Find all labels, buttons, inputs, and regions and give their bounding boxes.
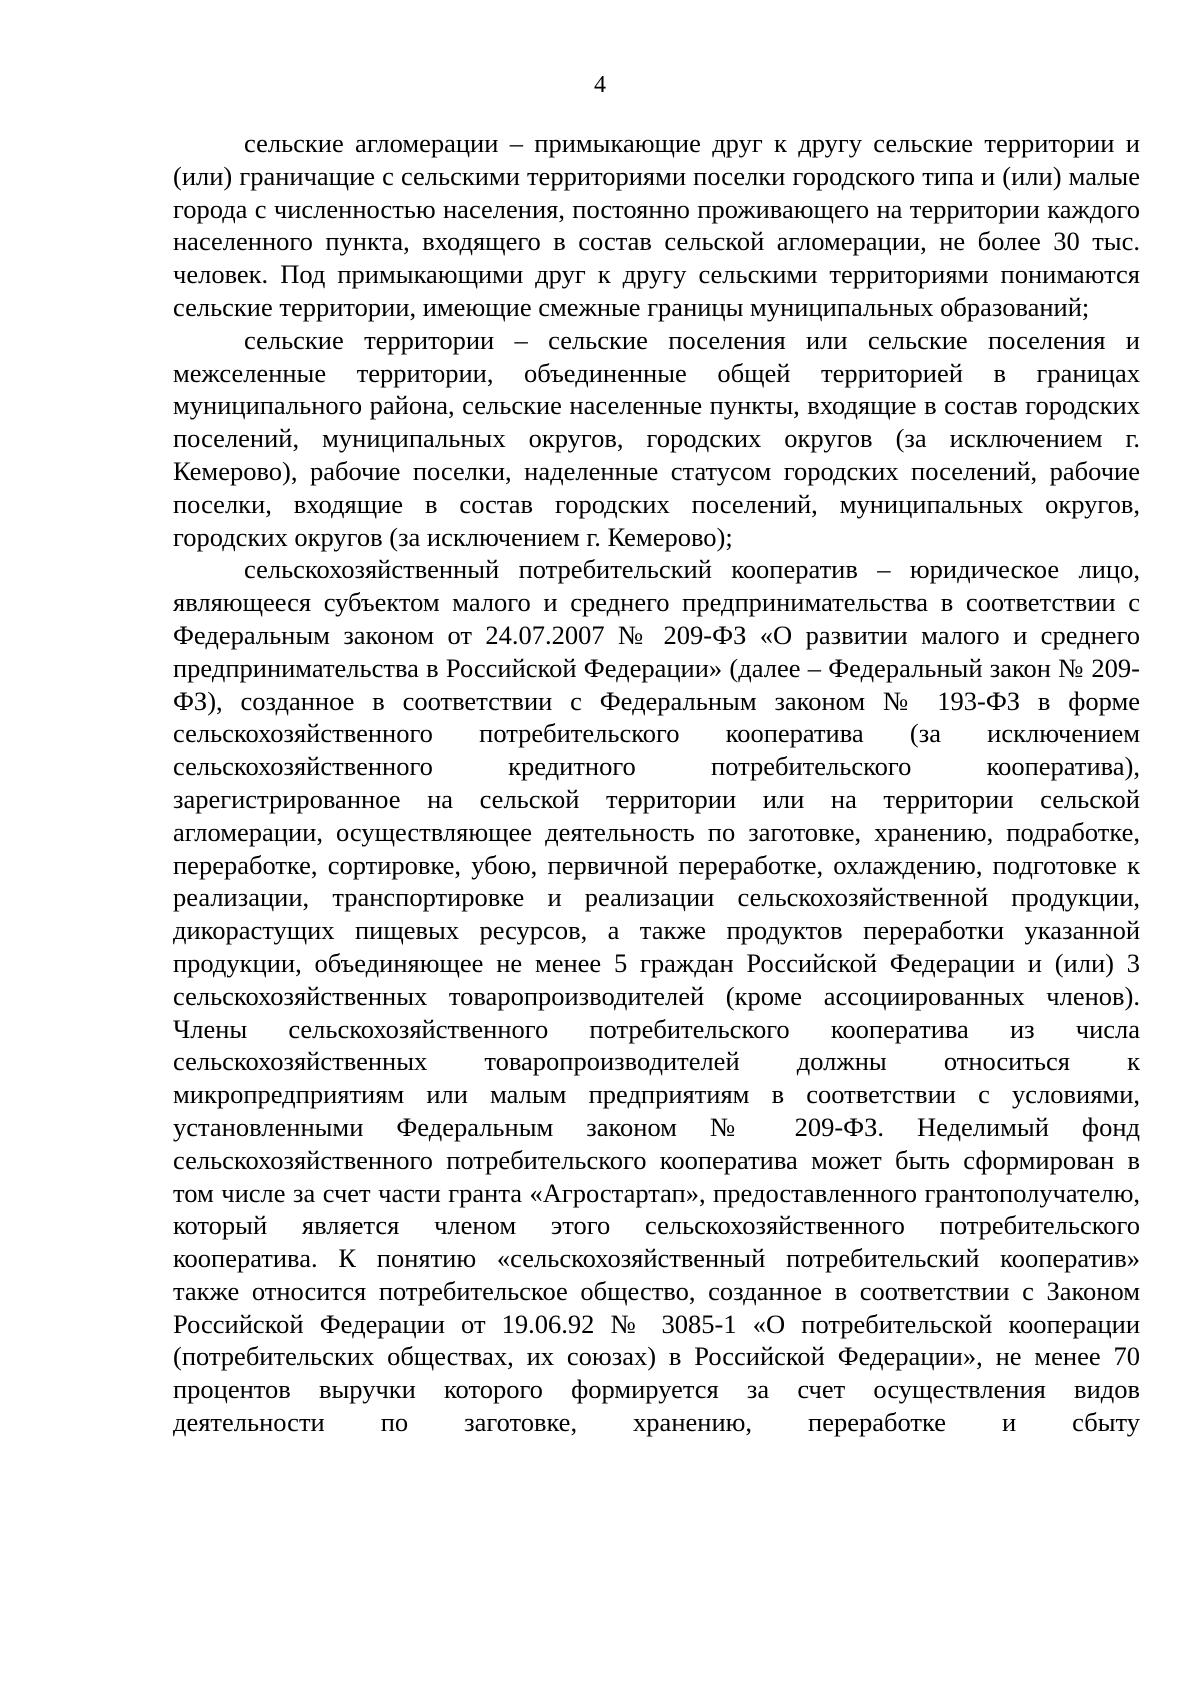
paragraph-rural-territories: сельские территории – сельские поселения или сельские поселения и межселенные территории, объединенные общей территорией в границах муниципального района, сельские населенные пункты, входящие в состав городских поселений, муниципальных округов, городских округов (за исключением г. Кемерово), рабочие поселки, наделенные статусом городских поселений, рабочие поселки, входящие в состав городских поселений, муниципальных округов, городских округов (за исключением г. Кемерово); — [173, 324, 1140, 552]
paragraph-agricultural-cooperative: сельскохозяйственный потребительский кооператив – юридическое лицо, являющееся субъектом малого и среднего предпринимательства в соответствии с Федеральным законом от 24.07.2007 № 209-ФЗ «О развитии малого и среднего предпринимательства в Российской Федерации» (далее – Федеральный закон № 209-ФЗ), созданное в соответствии с Федеральным законом № 193-ФЗ в форме сельскохозяйственного потребительского кооператива (за исключением сельскохозяйственного кредитного потребительского кооператива), зарегистрированное на сельской территории или на территории сельской агломерации, осуществляющее деятельность по заготовке, хранению, подработке, переработке, сортировке, убою, первичной переработке, охлаждению, подготовке к реализации, транспортировке и реализации сельскохозяйственной продукции, дикорастущих пищевых ресурсов, а также продуктов переработки указанной продукции, объединяющее не менее 5 граждан Российской Федерации и (или) 3 сельскохозяйственных товаропроизводителей (кроме ассоциированных членов). Члены сельскохозяйственного потребительского кооператива из числа сельскохозяйственных товаропроизводителей должны относиться к микропредприятиям или малым предприятиям в соответствии с условиями, установленными Федеральным законом № 209-ФЗ. Неделимый фонд сельскохозяйственного потребительского кооператива может быть сформирован в том числе за счет части гранта «Агростартап», предоставленного грантополучателю, который является членом этого сельскохозяйственного потребительского кооператива. К понятию «сельскохозяйственный потребительский кооператив» также относится потребительское общество, созданное в соответствии с Законом Российской Федерации от 19.06.92 № 3085-1 «О потребительской кооперации (потребительских обществах, их союзах) в Российской Федерации», не менее 70 процентов выручки которого формируется за счет осуществления видов деятельности по заготовке, хранению, переработке и сбыту — [173, 554, 1140, 1438]
document-body — [173, 127, 1140, 1439]
page-number: 4 — [594, 72, 606, 98]
paragraph-rural-agglomerations: сельские агломерации – примыкающие друг к другу сельские территории и (или) граничащие с сельскими территориями поселки городского типа и (или) малые города с численностью населения, постоянно проживающего на территории каждого населенного пункта, входящего в состав сельской агломерации, не более 30 тыс. человек. Под примыкающими друг к другу сельскими территориями понимаются сельские территории, имеющие смежные границы муниципальных образований; — [173, 128, 1140, 322]
